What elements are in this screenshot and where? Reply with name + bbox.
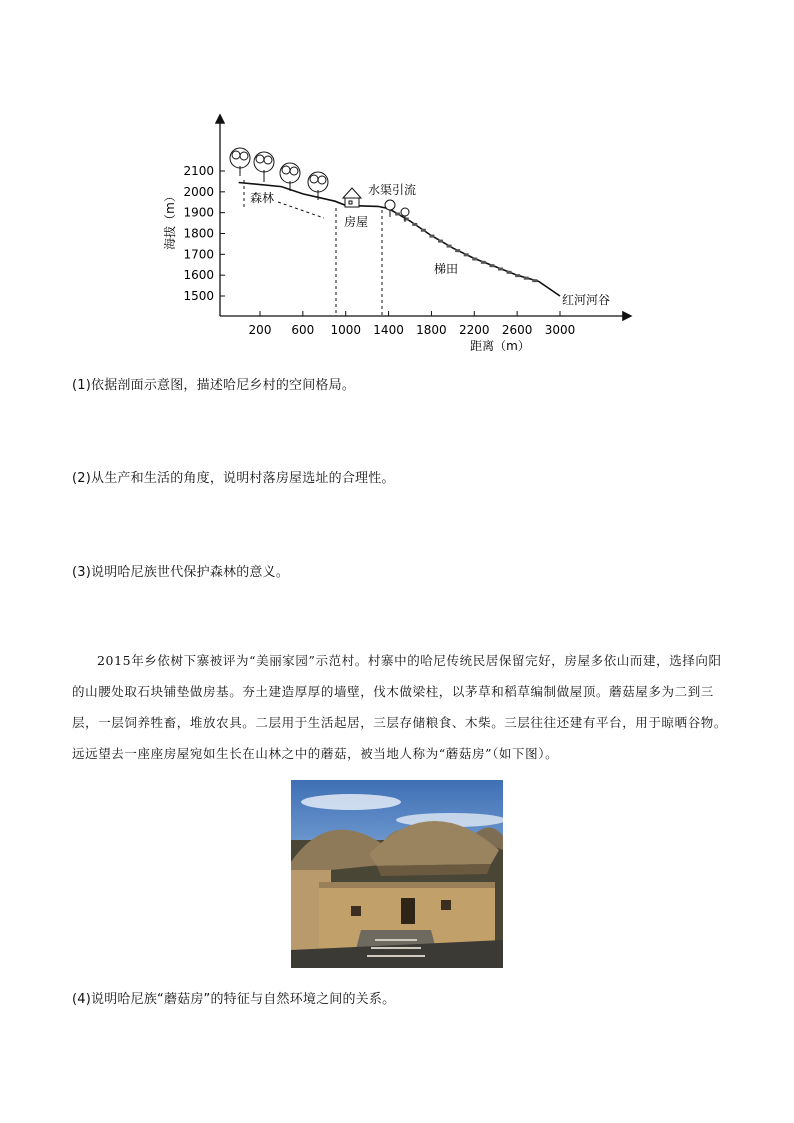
y-axis-label: 海拔（m）	[163, 190, 177, 250]
terrace-step	[412, 223, 417, 226]
mushroom-house-photo	[291, 780, 503, 968]
y-tick-label: 1900	[183, 205, 214, 220]
x-tick-label: 2600	[501, 323, 533, 337]
question-2: (2)从生产和生活的角度，说明村落房屋选址的合理性。	[72, 471, 395, 486]
x-axis-label: 距离（m）	[470, 339, 530, 353]
terrace-step	[429, 235, 434, 238]
terrace-step	[515, 274, 520, 277]
label-valley: 红河河谷	[562, 293, 611, 307]
terrace-step	[421, 229, 426, 232]
terrace-step	[395, 213, 400, 216]
x-tick-label: 3000	[544, 323, 576, 337]
y-tick-label: 2100	[183, 164, 214, 178]
label-canal: 水渠引流	[368, 183, 417, 197]
x-tick-label: 200	[248, 323, 272, 337]
terrace-step	[481, 261, 486, 264]
passage-text: 2015年乡依树下寨被评为“美丽家园”示范村。村寨中的哈尼传统民居保留完好，房屋多依山而建，选择向阳的山腰处取石块铺垫做房基。夯土建造厚厚的墙壁，伐木做梁柱，以茅草和稻草编制做屋顶。蘑菇屋多为二到三层，一层饲养牲畜，堆放农具。二层用于生活起居，三层存储粮食、木柴。三层往往还建有平台，用于晾晒谷物。远远望去一座座房屋宛如生长在山林之中的蘑菇，被当地人称为“蘑菇房”（如下图）。	[72, 653, 728, 761]
house-icon	[343, 188, 361, 207]
label-terrace: 梯田	[434, 262, 459, 276]
label-forest: 森林	[250, 191, 275, 205]
y-tick-label: 2000	[183, 184, 214, 199]
elevation-profile-diagram	[160, 108, 640, 358]
question-3: (3)说明哈尼族世代保护森林的意义。	[72, 565, 290, 580]
x-tick-label: 600	[291, 323, 315, 337]
y-tick-label: 1500	[183, 289, 214, 303]
question-4: (4)说明哈尼族“蘑菇房”的特征与自然环境之间的关系。	[72, 992, 396, 1007]
x-tick-label: 2200	[459, 323, 490, 337]
reading-passage	[72, 645, 732, 769]
label-house: 房屋	[344, 215, 369, 229]
question-1: (1)依据剖面示意图，描述哈尼乡村的空间格局。	[72, 378, 356, 393]
terrace-step	[447, 245, 452, 248]
terrace-steps	[395, 213, 537, 283]
terrace-step	[489, 264, 494, 267]
terrace-step	[507, 271, 512, 274]
x-tick-label: 1400	[373, 323, 404, 337]
terrace-step	[532, 279, 537, 282]
terrace-step	[404, 218, 409, 221]
y-tick-label: 1800	[183, 226, 214, 241]
y-tick-label: 1600	[183, 268, 214, 283]
terrace-step	[524, 277, 529, 280]
x-tick-label: 1000	[330, 323, 361, 337]
terrace-step	[455, 249, 460, 252]
y-tick-label: 1700	[183, 247, 214, 262]
terrace-step	[472, 258, 477, 261]
terrace-step	[498, 268, 503, 271]
terrace-step	[464, 253, 469, 256]
terrain-profile-line	[239, 183, 560, 297]
terrace-step	[438, 240, 443, 243]
x-tick-label: 1800	[416, 323, 447, 337]
dashed-forest-edge	[278, 202, 324, 218]
